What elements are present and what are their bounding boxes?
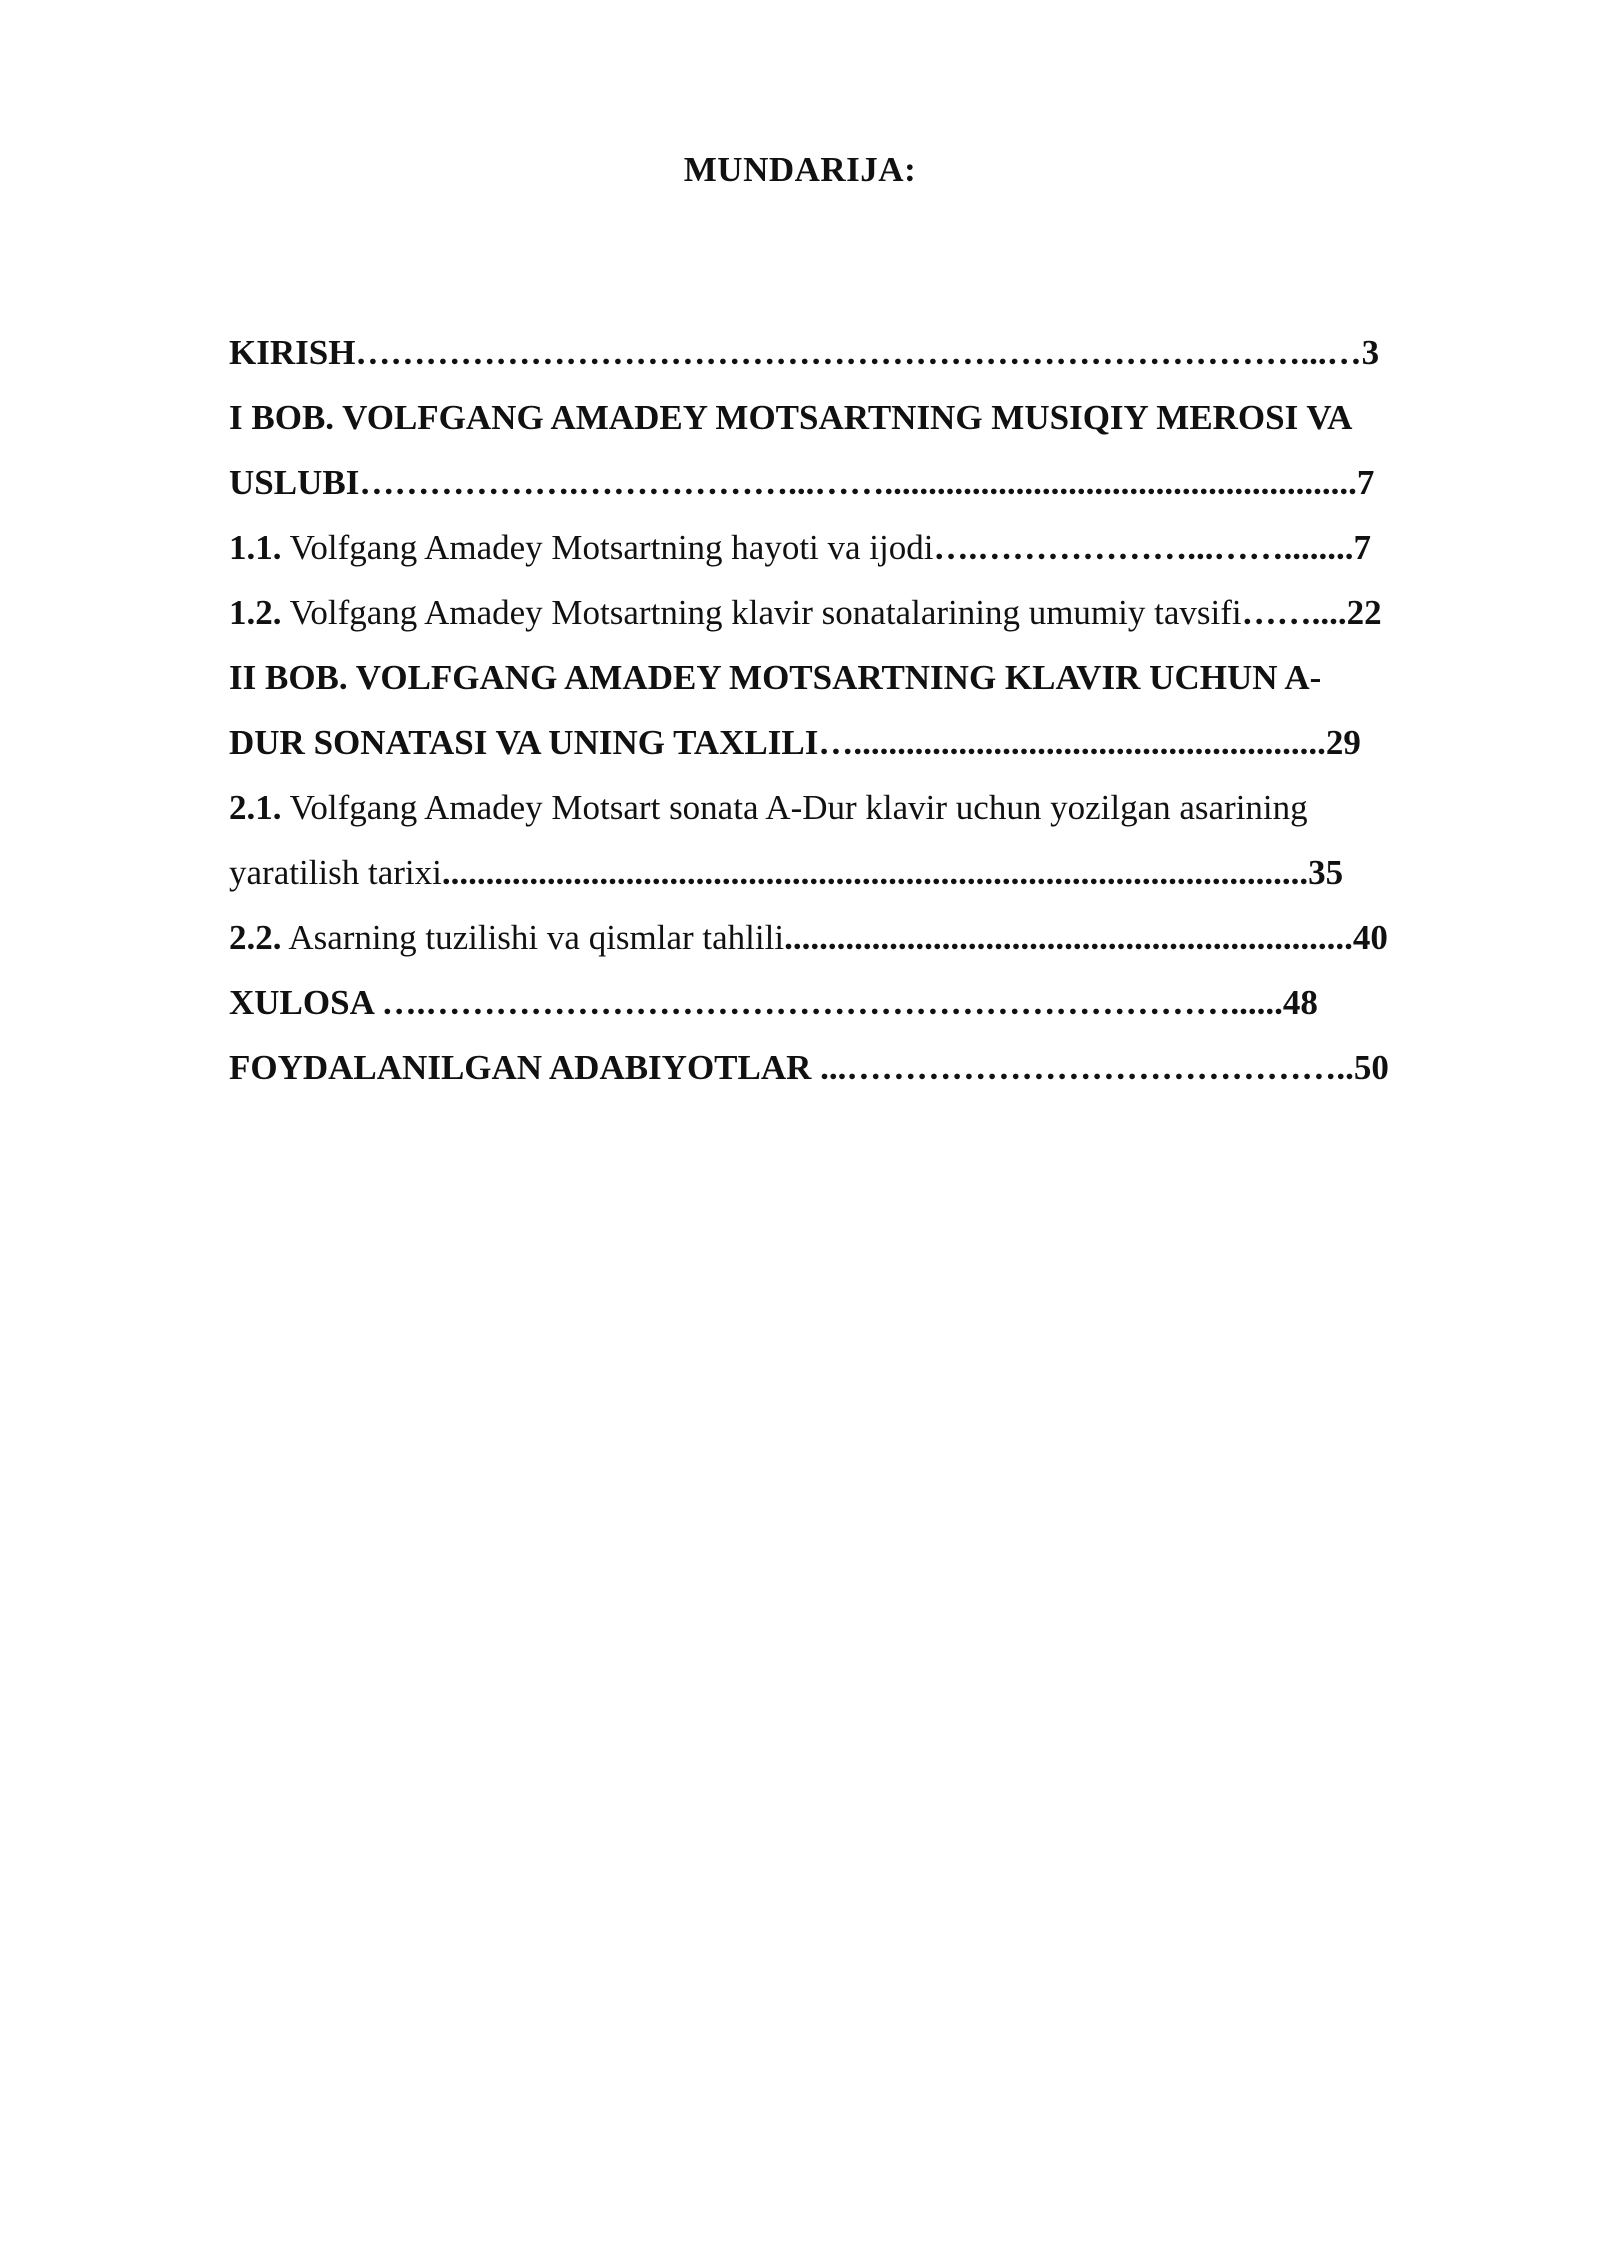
toc-entry-1-2	[229, 580, 1509, 645]
toc-entry-xulosa: XULOSA ….……………………………………………………………......48	[229, 983, 1318, 1022]
page-title: MUNDARIJA:	[683, 150, 917, 189]
section-number: 1.2.	[229, 593, 282, 632]
toc-entry-chapter-2-continued: DUR SONATASI VA UNING TAXLILI…......................................................29	[229, 723, 1361, 762]
toc-entry-chapter-2-title: II BOB. VOLFGANG AMADEY MOTSARTNING KLAVIR UCHUN A-	[229, 658, 1322, 697]
section-number: 2.2.	[229, 918, 282, 957]
section-number: 1.1.	[229, 528, 282, 567]
leader-and-page: ….………………...……........7	[933, 528, 1371, 567]
leader-and-page: ...................................................................................................35	[441, 853, 1344, 892]
section-number: 2.1.	[229, 788, 282, 827]
section-title: Volfgang Amadey Motsartning klavir sonatalarining umumiy tavsifi	[281, 593, 1242, 632]
leader-and-page: ……....22	[1241, 593, 1382, 632]
toc-entry-1-1	[229, 515, 1509, 580]
section-title: Asarning tuzilishi va qismlar tahlili	[281, 918, 785, 957]
toc-entry-kirish: KIRISH………………………………………………………………………...…3	[229, 333, 1380, 372]
leader-and-page: .................................................................40	[784, 918, 1388, 957]
section-title: Volfgang Amadey Motsart sonata A-Dur klavir uchun yozilgan asarining	[281, 788, 1308, 827]
toc-entry-chapter-1-continued: USLUBI……………….………………...……......................................................7	[229, 463, 1375, 502]
section-title: yaratilish tarixi	[229, 853, 442, 892]
table-of-contents	[229, 320, 1509, 1100]
section-title: Volfgang Amadey Motsartning hayoti va ijodi	[281, 528, 934, 567]
toc-entry-chapter-1-title: I BOB. VOLFGANG AMADEY MOTSARTNING MUSIQIY MEROSI VA	[229, 398, 1353, 437]
toc-entry-2-2	[229, 905, 1509, 970]
toc-entry-2-1	[229, 775, 1509, 840]
toc-entry-adabiyotlar: FOYDALANILGAN ADABIYOTLAR ...……………………………………..50	[229, 1048, 1389, 1087]
toc-entry-2-1-continued	[229, 840, 1509, 905]
